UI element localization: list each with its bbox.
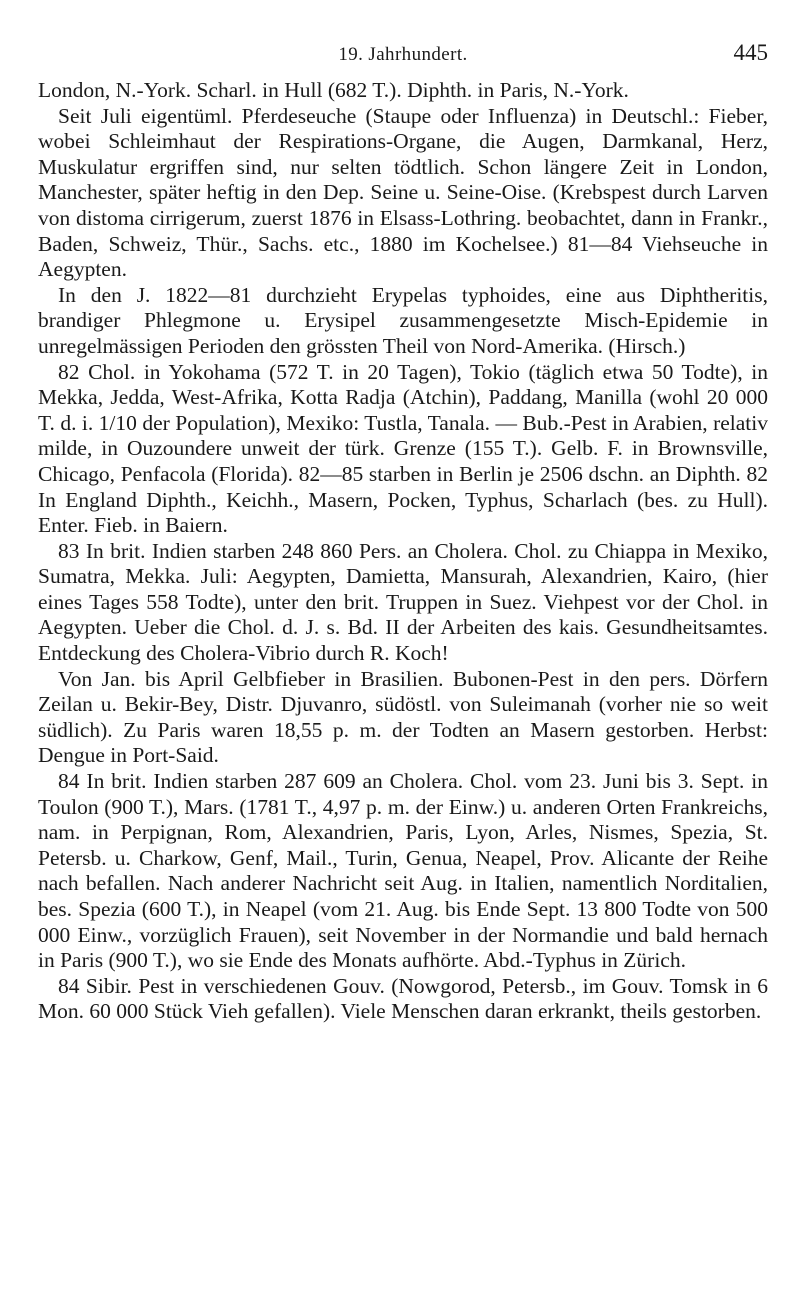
paragraph: 83 In brit. Indien starben 248 860 Pers. an Cholera. Chol. zu Chiappa in Mexiko, Sumatra, Mekka. Juli: Aegypten, Damietta, Mansurah, Alexandrien, Kairo, (hier eines Tages 558 Todte), unter den brit. Truppen in Suez. Viehpest vor der Chol. in Aegypten. Ueber die Chol. d. J. s. Bd. II der Arbeiten des kais. Gesundheitsamtes. Entdeckung des Cholera-Vibrio durch R. Koch! [38,538,768,666]
chapter-title: 19. Jahrhundert. [338,44,468,65]
body-text [38,78,768,1025]
book-page [38,0,768,1025]
paragraph: 84 In brit. Indien starben 287 609 an Cholera. Chol. vom 23. Juni bis 3. Sept. in Toulon (900 T.), Mars. (1781 T., 4,97 p. m. der Einw.) u. anderen Orten Frankreichs, nam. in Perpignan, Rom, Alexandrien, Paris, Lyon, Arles, Nismes, Spezia, St. Petersb. u. Charkow, Genf, Mail., Turin, Genua, Neapel, Prov. Alicante der Reihe nach befallen. Nach anderer Nachricht seit Aug. in Italien, namentlich Norditalien, bes. Spezia (600 T.), in Neapel (vom 21. Aug. bis Ende Sept. 13 800 Todte von 500 000 Einw., vorzüglich Frauen), seit November in der Normandie und bald hernach in Paris (900 T.), wo sie Ende des Monats aufhörte. Abd.-Typhus in Zürich. [38,769,768,973]
paragraph: 82 Chol. in Yokohama (572 T. in 20 Tagen), Tokio (täglich etwa 50 Todte), in Mekka, Jedda, West-Afrika, Kotta Radja (Atchin), Paddang, Manilla (wohl 20 000 T. d. i. 1/10 der Population), Mexiko: Tustla, Tanala. — Bub.-Pest in Arabien, relativ milde, in Ouzoundere unweit der türk. Grenze (155 T.). Gelb. F. in Brownsville, Chicago, Penfacola (Florida). 82—85 starben in Berlin je 2506 dschn. an Diphth. 82 In England Diphth., Keichh., Masern, Pocken, Typhus, Scharlach (bes. zu Hull). Enter. Fieb. in Baiern. [38,359,768,538]
paragraph: London, N.-York. Scharl. in Hull (682 T.). Diphth. in Paris, N.-York. [38,78,629,102]
paragraph: 84 Sibir. Pest in verschiedenen Gouv. (Nowgorod, Petersb., im Gouv. Tomsk in 6 Mon. 60 000 Stück Vieh gefallen). Viele Menschen daran erkrankt, theils gestorben. [38,973,768,1024]
paragraph: Von Jan. bis April Gelbfieber in Brasilien. Bubonen-Pest in den pers. Dörfern Zeilan u. Bekir-Bey, Distr. Djuvanro, südöstl. von Suleimanah (vorher nie so weit südlich). Zu Paris waren 18,55 p. m. der Todten an Masern gestorben. Herbst: Dengue in Port-Said. [38,666,768,768]
paragraph: In den J. 1822—81 durchzieht Erypelas typhoides, eine aus Diphtheritis, brandiger Phlegmone u. Erysipel zusammengesetzte Misch-Epidemie in unregelmässigen Perioden den grössten Theil von Nord-Amerika. (Hirsch.) [38,282,768,358]
page-number: 445 [733,40,768,65]
running-header [38,0,768,78]
paragraph: Seit Juli eigentüml. Pferdeseuche (Staupe oder Influenza) in Deutschl.: Fieber, wobei Schleimhaut der Respirations-Organe, die Augen, Darmkanal, Herz, Muskulatur ergriffen sind, nur selten tödtlich. Schon längere Zeit in London, Manchester, später heftig in den Dep. Seine u. Seine-Oise. (Krebspest durch Larven von distoma cirrigerum, zuerst 1876 in Elsass-Lothring. beobachtet, dann in Frankr., Baden, Schweiz, Thür., Sachs. etc., 1880 im Kochelsee.) 81—84 Viehseuche in Aegypten. [38,103,768,282]
